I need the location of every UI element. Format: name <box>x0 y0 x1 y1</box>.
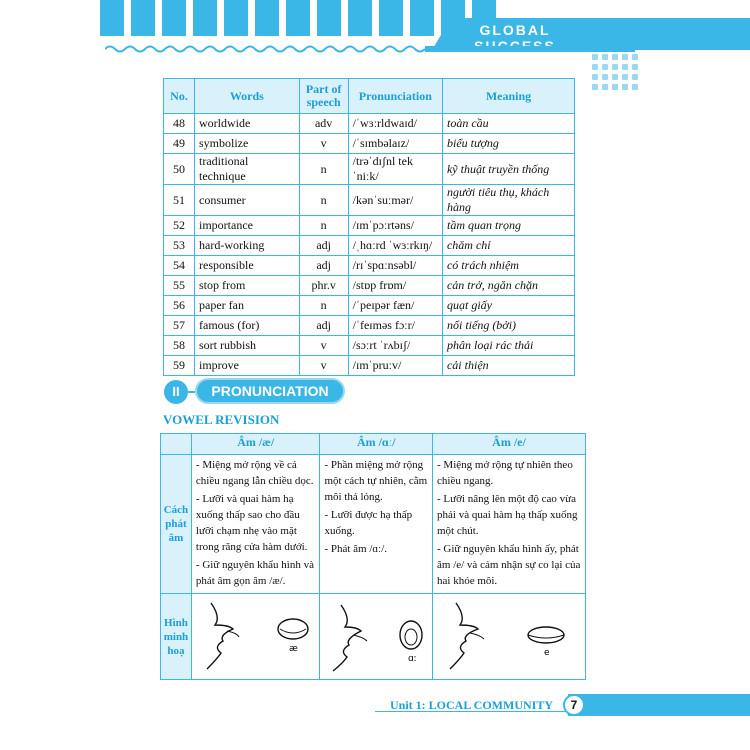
vocab-pos: v <box>299 356 348 376</box>
vocab-pronunciation: /ɪmˈpɔːrtəns/ <box>348 216 442 236</box>
vocab-no: 49 <box>164 134 195 154</box>
vocab-row <box>164 154 575 185</box>
vocab-row <box>164 296 575 316</box>
vocab-meaning: kỹ thuật truyền thống <box>442 154 574 185</box>
vocab-meaning: cải thiện <box>442 356 574 376</box>
vocab-pronunciation: /kənˈsuːmər/ <box>348 185 442 216</box>
a-long-illustration <box>320 594 433 680</box>
ae-step: - Miệng mở rộng về cả chiều ngang lẫn chiều dọc. <box>195 459 314 487</box>
col-header-meaning: Meaning <box>442 79 574 114</box>
vocab-meaning: cản trở, ngăn chặn <box>442 276 574 296</box>
e-symbol: e <box>544 648 550 658</box>
vocab-header-row <box>164 79 575 114</box>
col-header-no: No. <box>164 79 195 114</box>
vocab-row <box>164 236 575 256</box>
vowel-illustration-row <box>161 594 586 680</box>
dot-grid <box>592 54 638 90</box>
vocab-word: traditional technique <box>195 154 300 185</box>
header-stripes <box>100 0 496 36</box>
wave-decoration <box>105 44 635 54</box>
col-header-pronunciation: Pronunciation <box>348 79 442 114</box>
vocab-no: 51 <box>164 185 195 216</box>
vowel-corner-cell <box>161 434 192 455</box>
vocab-pos: n <box>299 216 348 236</box>
row-label-how-to-pronounce: Cách phát âm <box>161 455 192 594</box>
vocab-meaning: tầm quan trọng <box>442 216 574 236</box>
e-step: - Lưỡi nâng lên một độ cao vừa phải và quai hàm hạ thấp xuống một chút. <box>437 493 578 537</box>
vocab-row <box>164 216 575 236</box>
vocab-no: 55 <box>164 276 195 296</box>
vocab-pos: adj <box>299 236 348 256</box>
section-title: PRONUNCIATION <box>195 378 345 404</box>
vocab-pos: phr.v <box>299 276 348 296</box>
vocab-meaning: nổi tiếng (bởi) <box>442 316 574 336</box>
vocab-no: 50 <box>164 154 195 185</box>
vocab-meaning: biểu tượng <box>442 134 574 154</box>
vocab-pronunciation: /rɪˈspɑːnsəbl/ <box>348 256 442 276</box>
vowel-header-row <box>161 434 586 455</box>
vocab-row <box>164 276 575 296</box>
vocab-pos: n <box>299 296 348 316</box>
a-long-description <box>320 455 433 594</box>
a-long-symbol: ɑː <box>408 654 418 664</box>
vocab-row <box>164 316 575 336</box>
e-illustration <box>433 594 586 680</box>
vocab-word: symbolize <box>195 134 300 154</box>
a-long-step: - Phát âm /ɑː/. <box>324 543 388 555</box>
vowel-revision-heading: VOWEL REVISION <box>163 412 280 427</box>
vocab-row <box>164 134 575 154</box>
vocab-row <box>164 114 575 134</box>
footer-band <box>568 694 750 716</box>
vocab-pos: v <box>299 336 348 356</box>
vocab-no: 56 <box>164 296 195 316</box>
vocab-row <box>164 356 575 376</box>
vocab-meaning: chăm chỉ <box>442 236 574 256</box>
vocab-meaning: quạt giấy <box>442 296 574 316</box>
vocab-word: improve <box>195 356 300 376</box>
vocab-row <box>164 256 575 276</box>
vocab-row <box>164 185 575 216</box>
vocab-word: importance <box>195 216 300 236</box>
vocab-word: stop from <box>195 276 300 296</box>
vocabulary-table <box>163 78 575 376</box>
vocab-pronunciation: /trəˈdɪʃnl tekˈniːk/ <box>348 154 442 185</box>
vocab-no: 58 <box>164 336 195 356</box>
mouth-profile-icon <box>321 595 429 675</box>
vocab-pos: adv <box>299 114 348 134</box>
col-header-pos: Part of speech <box>299 79 348 114</box>
ae-illustration <box>191 594 320 680</box>
vocab-pronunciation: /ˈwɜːrldwaɪd/ <box>348 114 442 134</box>
vocab-word: hard-working <box>195 236 300 256</box>
vocab-pronunciation: /sɔːrt ˈrʌbɪʃ/ <box>348 336 442 356</box>
ae-description <box>191 455 320 594</box>
e-step: - Miệng mở rộng tự nhiên theo chiều ngang. <box>437 459 573 487</box>
vocab-row <box>164 336 575 356</box>
vocab-pronunciation: /stɒp frɒm/ <box>348 276 442 296</box>
vocab-pos: n <box>299 185 348 216</box>
vocab-word: consumer <box>195 185 300 216</box>
ae-step: - Lưỡi và quai hàm hạ xuống thấp sao cho đầu lưỡi chạm nhẹ vào mặt trong răng cửa hàm dưới. <box>195 493 308 553</box>
vocab-meaning: người tiêu thụ, khách hàng <box>442 185 574 216</box>
mouth-profile-icon <box>434 595 584 675</box>
a-long-step: - Phần miệng mở rộng một cách tự nhiên, cằm môi thả lỏng. <box>324 459 428 503</box>
vocab-pronunciation: /ɪmˈpruːv/ <box>348 356 442 376</box>
vowel-header-ae: Âm /æ/ <box>191 434 320 455</box>
vowel-description-row <box>161 455 586 594</box>
vocab-no: 57 <box>164 316 195 336</box>
vocab-word: worldwide <box>195 114 300 134</box>
vocab-no: 53 <box>164 236 195 256</box>
e-description <box>433 455 586 594</box>
vocab-word: sort rubbish <box>195 336 300 356</box>
footer-unit-label: Unit 1: LOCAL COMMUNITY <box>390 698 554 712</box>
vocab-pos: adj <box>299 256 348 276</box>
page-number: 7 <box>563 694 585 716</box>
section-number-badge: II <box>164 380 188 404</box>
vocab-pronunciation: /ˈpeɪpər fæn/ <box>348 296 442 316</box>
vocab-word: responsible <box>195 256 300 276</box>
vowel-header-e: Âm /e/ <box>433 434 586 455</box>
vocab-word: famous (for) <box>195 316 300 336</box>
vocab-no: 54 <box>164 256 195 276</box>
vowel-table <box>160 433 586 680</box>
vocab-meaning: toàn cầu <box>442 114 574 134</box>
vocab-pronunciation: /ˌhɑːrd ˈwɜːrkɪŋ/ <box>348 236 442 256</box>
vocab-no: 59 <box>164 356 195 376</box>
vocab-word: paper fan <box>195 296 300 316</box>
vocab-pos: adj <box>299 316 348 336</box>
vowel-header-a-long: Âm /ɑː/ <box>320 434 433 455</box>
vocab-pos: n <box>299 154 348 185</box>
brand-title: GLOBAL <box>479 22 551 38</box>
vocab-pos: v <box>299 134 348 154</box>
e-step: - Giữ nguyên khẩu hình ấy, phát âm /e/ và cảm nhận sự co lại của hai khóe môi. <box>437 543 581 587</box>
a-long-step: - Lưỡi được hạ thấp xuống. <box>324 509 413 537</box>
mouth-profile-icon <box>193 595 317 675</box>
row-label-illustration: Hình minh hoạ <box>161 594 192 680</box>
col-header-words: Words <box>195 79 300 114</box>
vocab-no: 52 <box>164 216 195 236</box>
vocab-meaning: có trách nhiệm <box>442 256 574 276</box>
vocab-pronunciation: /ˈsɪmbəlaɪz/ <box>348 134 442 154</box>
ae-symbol: æ <box>288 644 298 654</box>
ae-step: - Giữ nguyên khẩu hình và phát âm gọn âm /æ/. <box>195 559 314 587</box>
vocab-meaning: phân loại rác thải <box>442 336 574 356</box>
vocab-pronunciation: /ˈfeɪməs fɔːr/ <box>348 316 442 336</box>
vocab-no: 48 <box>164 114 195 134</box>
